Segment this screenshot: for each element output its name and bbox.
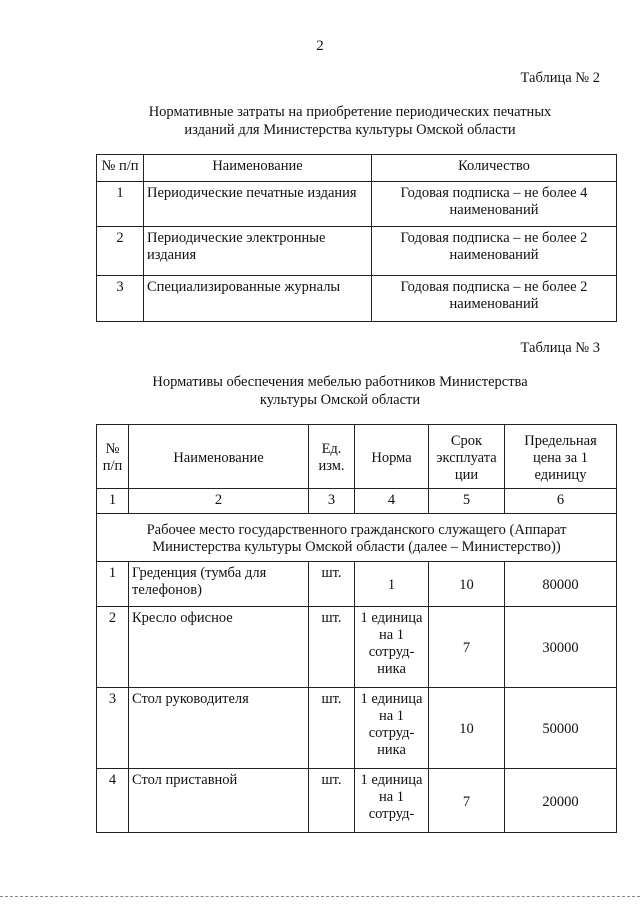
table-row bbox=[97, 607, 617, 688]
row-qty-line1: Годовая подписка – не более 4 bbox=[400, 185, 588, 201]
row-qty bbox=[372, 227, 617, 276]
table-row bbox=[97, 769, 617, 833]
table3-header-price bbox=[505, 425, 617, 489]
table-row bbox=[97, 227, 617, 276]
header-unit-line1: Ед. bbox=[321, 441, 342, 457]
table3-header-row bbox=[97, 425, 617, 489]
section-heading-line1: Рабочее место государственного гражданского служащего (Аппарат bbox=[146, 522, 567, 538]
table2-label: Таблица № 2 bbox=[520, 70, 600, 86]
page-bottom-line bbox=[0, 896, 640, 897]
column-number: 6 bbox=[505, 489, 617, 514]
row-name-line1: Греденция (тумба для bbox=[132, 565, 267, 581]
row-qty-line2: наименований bbox=[449, 296, 539, 312]
table3-label: Таблица № 3 bbox=[520, 340, 600, 356]
page-number: 2 bbox=[316, 38, 324, 54]
table2 bbox=[96, 154, 617, 322]
row-name-line2: телефонов) bbox=[132, 582, 202, 598]
row-norm-line1: 1 единица bbox=[360, 772, 423, 788]
row-name: Периодические печатные издания bbox=[144, 182, 372, 227]
header-price-line3: единицу bbox=[534, 466, 587, 483]
table3-header-term bbox=[429, 425, 505, 489]
table3-title-line2: культуры Омской области bbox=[259, 392, 421, 408]
table3-column-numbers-row bbox=[97, 489, 617, 514]
column-number: 2 bbox=[129, 489, 309, 514]
row-term: 10 bbox=[429, 562, 505, 607]
header-price-line2: цена за 1 bbox=[532, 449, 589, 466]
row-term: 7 bbox=[429, 607, 505, 688]
row-num: 2 bbox=[97, 227, 144, 276]
row-price: 30000 bbox=[505, 607, 617, 688]
table2-header-qty: Количество bbox=[372, 155, 617, 182]
table2-header-num: № п/п bbox=[97, 155, 144, 182]
row-name: Стол руководителя bbox=[129, 688, 309, 769]
row-name-line2: издания bbox=[147, 247, 197, 263]
row-num: 4 bbox=[97, 769, 129, 833]
row-unit: шт. bbox=[309, 769, 355, 833]
row-num: 3 bbox=[97, 688, 129, 769]
table3 bbox=[96, 424, 617, 833]
row-unit: шт. bbox=[309, 688, 355, 769]
section-heading-line2: Министерства культуры Омской области (далее – Министерство)) bbox=[152, 539, 561, 555]
row-qty-line2: наименований bbox=[449, 202, 539, 218]
table2-title-line1: Нормативные затраты на приобретение периодических печатных bbox=[148, 104, 552, 120]
row-name-line1: Периодические электронные bbox=[147, 230, 326, 246]
table-row bbox=[97, 688, 617, 769]
table-row bbox=[97, 562, 617, 607]
row-price: 50000 bbox=[505, 688, 617, 769]
row-norm-line3: сотруд- bbox=[368, 806, 415, 822]
table3-header-name: Наименование bbox=[129, 425, 309, 489]
table3-header-num bbox=[97, 425, 129, 489]
header-term-line1: Срок bbox=[450, 432, 483, 449]
row-norm bbox=[355, 607, 429, 688]
row-norm: 1 bbox=[355, 562, 429, 607]
row-price: 20000 bbox=[505, 769, 617, 833]
row-qty-line2: наименований bbox=[449, 247, 539, 263]
row-qty bbox=[372, 182, 617, 227]
table3-title bbox=[40, 373, 640, 409]
table-row bbox=[97, 276, 617, 322]
row-qty-line1: Годовая подписка – не более 2 bbox=[400, 279, 588, 295]
row-norm-line2: на 1 bbox=[378, 708, 405, 724]
row-qty-line1: Годовая подписка – не более 2 bbox=[400, 230, 588, 246]
column-number: 4 bbox=[355, 489, 429, 514]
row-unit: шт. bbox=[309, 562, 355, 607]
row-num: 1 bbox=[97, 182, 144, 227]
table2-header-row bbox=[97, 155, 617, 182]
row-norm bbox=[355, 769, 429, 833]
header-num-line2: п/п bbox=[102, 458, 123, 474]
header-unit-line2: изм. bbox=[318, 458, 345, 474]
row-term: 7 bbox=[429, 769, 505, 833]
row-price: 80000 bbox=[505, 562, 617, 607]
table3-header-unit bbox=[309, 425, 355, 489]
column-number: 5 bbox=[429, 489, 505, 514]
row-num: 1 bbox=[97, 562, 129, 607]
row-norm-line4: ника bbox=[377, 661, 406, 677]
column-number: 1 bbox=[97, 489, 129, 514]
row-qty bbox=[372, 276, 617, 322]
section-heading bbox=[97, 514, 617, 562]
table2-title-line2: изданий для Министерства культуры Омской области bbox=[184, 122, 516, 138]
header-num-line1: № bbox=[105, 441, 120, 457]
row-name: Специализированные журналы bbox=[144, 276, 372, 322]
table2-title bbox=[60, 103, 640, 139]
row-norm-line1: 1 единица bbox=[360, 610, 423, 626]
row-name bbox=[129, 562, 309, 607]
row-norm-line3: сотруд- bbox=[368, 725, 415, 741]
row-term: 10 bbox=[429, 688, 505, 769]
header-term-line3: ции bbox=[454, 466, 479, 483]
row-unit: шт. bbox=[309, 607, 355, 688]
row-norm-line4: ника bbox=[377, 742, 406, 758]
row-num: 2 bbox=[97, 607, 129, 688]
column-number: 3 bbox=[309, 489, 355, 514]
header-term-line2: эксплуата bbox=[436, 449, 497, 466]
row-name bbox=[144, 227, 372, 276]
table3-title-line1: Нормативы обеспечения мебелью работников Министерства bbox=[152, 374, 528, 390]
row-name: Стол приставной bbox=[129, 769, 309, 833]
row-norm-line1: 1 единица bbox=[360, 691, 423, 707]
table2-header-name: Наименование bbox=[144, 155, 372, 182]
header-price-line1: Предельная bbox=[524, 432, 597, 449]
row-num: 3 bbox=[97, 276, 144, 322]
row-name: Кресло офисное bbox=[129, 607, 309, 688]
table-row bbox=[97, 182, 617, 227]
row-norm bbox=[355, 688, 429, 769]
row-norm-line2: на 1 bbox=[378, 789, 405, 805]
table3-header-norm: Норма bbox=[355, 425, 429, 489]
row-norm-line3: сотруд- bbox=[368, 644, 415, 660]
table3-section-row bbox=[97, 514, 617, 562]
row-norm-line2: на 1 bbox=[378, 627, 405, 643]
